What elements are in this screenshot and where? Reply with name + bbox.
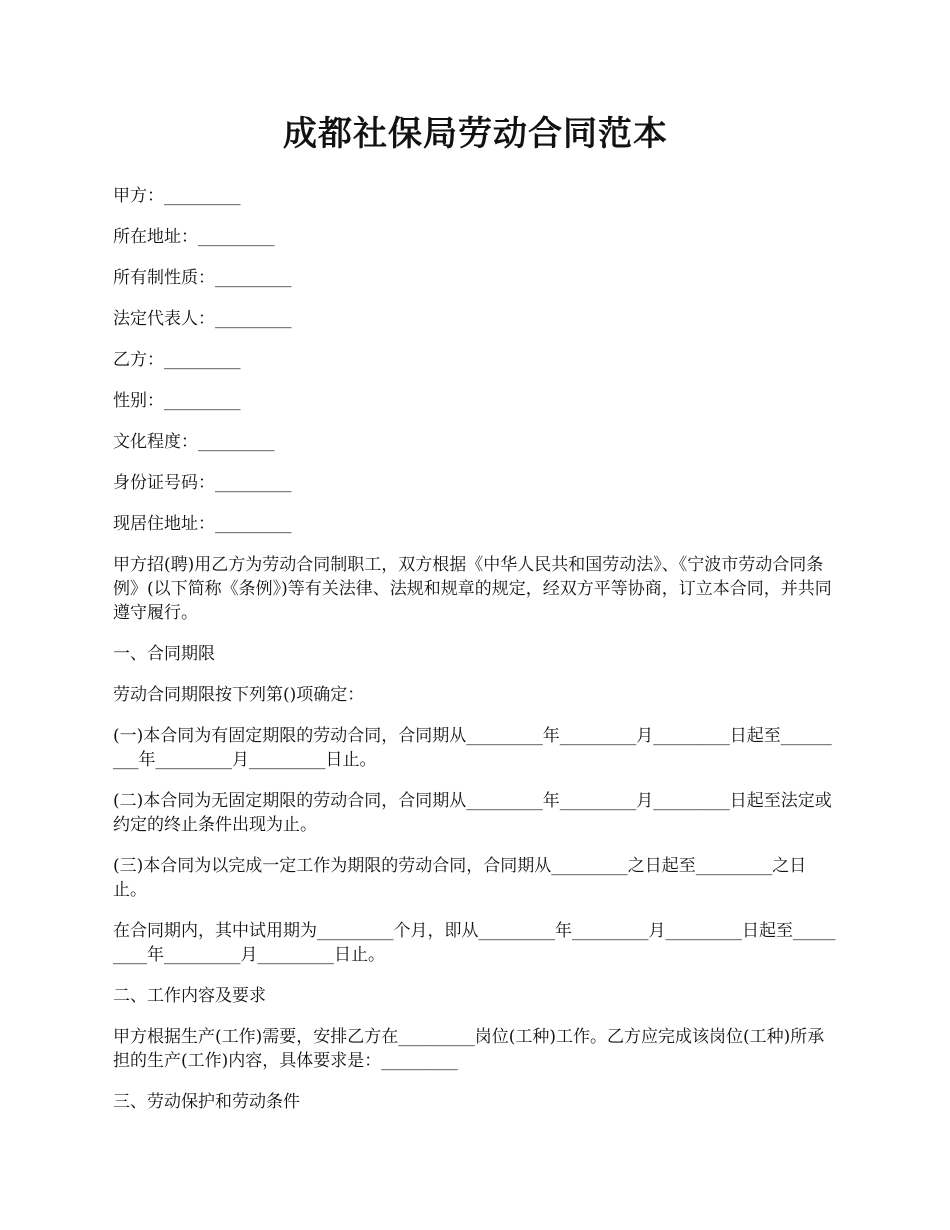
field-party-a: 甲方：_________	[113, 186, 241, 206]
document-title: 成都社保局劳动合同范本	[283, 114, 668, 154]
section-2-text: 甲方根据生产(工作)需要，安排乙方在_________岗位(工种)工作。乙方应完成该岗位(工种)所承担的生产(工作)内容，具体要求是：_________	[113, 1027, 825, 1071]
field-legal-rep: 法定代表人：_________	[113, 309, 292, 329]
section-3-heading: 三、劳动保护和劳动条件	[113, 1092, 300, 1112]
section-1-item-3: (三)本合同为以完成一定工作为期限的劳动合同，合同期从_________之日起至_________之日止。	[113, 856, 807, 900]
intro-paragraph: 甲方招(聘)用乙方为劳动合同制职工，双方根据《中华人民共和国劳动法》、《宁波市劳动合同条例》(以下简称《条例》)等有关法律、法规和规章的规定，经双方平等协商，订立本合同，并共同遵守履行。	[113, 555, 832, 623]
section-1-lead: 劳动合同期限按下列第()项确定：	[113, 685, 365, 705]
field-gender: 性别：_________	[113, 391, 241, 411]
section-1-item-1: (一)本合同为有固定期限的劳动合同，合同期从_________年_________月_________日起至_________年_________月_________日止。	[113, 726, 832, 770]
field-ownership: 所有制性质：_________	[113, 268, 292, 288]
field-party-b: 乙方：_________	[113, 350, 241, 370]
section-1-heading: 一、合同期限	[113, 644, 215, 664]
section-1-item-2: (二)本合同为无固定期限的劳动合同，合同期从_________年_________月_________日起至法定或约定的终止条件出现为止。	[113, 791, 832, 835]
section-1-probation: 在合同期内，其中试用期为_________个月，即从_________年_________月_________日起至_________年_________月_________日止。	[113, 921, 836, 965]
section-2-heading: 二、工作内容及要求	[113, 986, 266, 1006]
field-education: 文化程度：_________	[113, 432, 275, 452]
field-residence: 现居住地址：_________	[113, 514, 292, 534]
field-id-number: 身份证号码：_________	[113, 473, 292, 493]
field-address: 所在地址：_________	[113, 227, 275, 247]
